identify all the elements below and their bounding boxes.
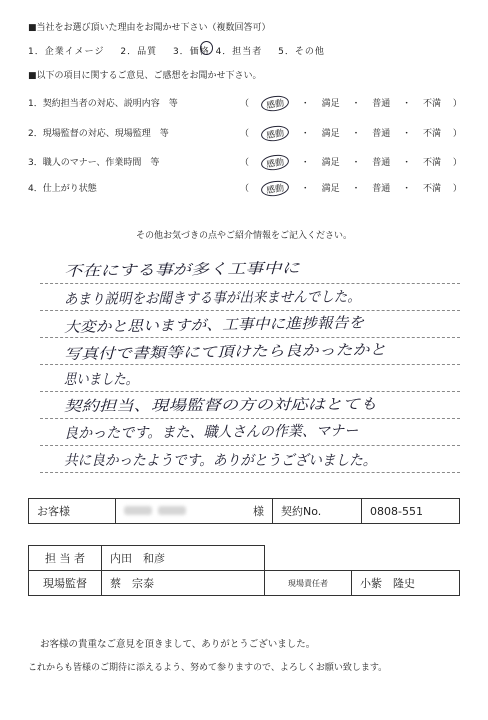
contract-label: 契約No.: [273, 499, 362, 524]
separator: ・: [402, 158, 412, 168]
q1-option-4[interactable]: 4．担当者: [215, 47, 263, 57]
kantoku-label: 現場監督: [29, 571, 102, 596]
tantou-label: 担 当 者: [29, 546, 102, 571]
rating-option-kandou[interactable]: 感動: [260, 153, 290, 172]
handwritten-line-5: 思いました。: [64, 372, 138, 388]
ruled-line: [40, 283, 460, 284]
ruled-line: [40, 391, 460, 392]
q2-item-1-label: 1．契約担当者の対応、説明内容 等: [28, 99, 178, 109]
ruled-line: [40, 310, 460, 311]
handwritten-line-1: 不在にする事が多く工事中に: [63, 260, 300, 280]
ruled-line: [40, 418, 460, 419]
rating-option-futsuu[interactable]: 普通: [372, 184, 391, 194]
redacted-name: [158, 506, 186, 515]
paren-open: （: [240, 99, 250, 109]
separator: ・: [300, 99, 310, 109]
paren-close: ）: [452, 158, 462, 168]
separator: ・: [300, 158, 310, 168]
handwritten-line-4: 写真付で書類等にて頂けたら良かったかと: [63, 342, 387, 363]
rating-option-futsuu[interactable]: 普通: [372, 129, 391, 139]
q2-item-3-label: 3．職人のマナー、作業時間 等: [28, 158, 160, 168]
comment-prompt: その他お気づきの点やご紹介情報をご記入ください。: [135, 231, 352, 241]
paren-close: ）: [452, 129, 462, 139]
sekinin-label: 現場責任者: [265, 571, 352, 596]
staff-table: [28, 545, 460, 596]
footer-closing: これからも皆様のご期待に添えるよう、努めて参りますので、よろしくお願い致します。: [28, 663, 388, 673]
separator: ・: [351, 129, 361, 139]
separator: ・: [402, 184, 412, 194]
tantou-name: 内田 和彦: [102, 546, 265, 571]
separator: ・: [402, 99, 412, 109]
q1-selection-circle: [200, 41, 213, 55]
q1-options: [28, 44, 325, 57]
ruled-line: [40, 445, 460, 446]
separator: ・: [300, 184, 310, 194]
rating-option-fuman[interactable]: 不満: [423, 184, 442, 194]
kantoku-name: 蔡 宗泰: [102, 571, 265, 596]
rating-option-kandou[interactable]: 感動: [260, 94, 290, 113]
q2-item-2-rating[interactable]: [240, 126, 462, 141]
q2-item-4-label: 4．仕上がり状態: [28, 184, 97, 194]
ruled-line: [40, 364, 460, 365]
q1-option-1[interactable]: 1．企業イメージ: [28, 47, 105, 57]
handwritten-line-2: あまり説明をお聞きする事が出来ませんでした。: [63, 289, 361, 308]
paren-close: ）: [452, 99, 462, 109]
handwritten-line-3: 大変かと思いますが、工事中に進捗報告を: [63, 315, 365, 336]
separator: ・: [351, 99, 361, 109]
separator: ・: [300, 129, 310, 139]
rating-option-fuman[interactable]: 不満: [423, 99, 442, 109]
ruled-line: [40, 472, 460, 473]
rating-option-manzoku[interactable]: 満足: [321, 158, 340, 168]
separator: ・: [351, 158, 361, 168]
paren-open: （: [240, 158, 250, 168]
q2-item-1-rating[interactable]: [240, 96, 462, 111]
q1-header: ■当社をお選び頂いた理由をお聞かせ下さい（複数回答可）: [28, 23, 271, 33]
footer-thanks: お客様の貴重なご意見を頂きまして、ありがとうございました。: [40, 639, 316, 650]
paren-close: ）: [452, 184, 462, 194]
q2-item-2-label: 2．現場監督の対応、現場監理 等: [28, 129, 169, 139]
rating-option-futsuu[interactable]: 普通: [372, 158, 391, 168]
separator: ・: [351, 184, 361, 194]
rating-option-kandou[interactable]: 感動: [260, 124, 290, 143]
q2-item-4-rating[interactable]: [240, 181, 462, 196]
separator: ・: [402, 129, 412, 139]
contract-number: 0808-551: [362, 499, 460, 524]
empty-cell: [265, 546, 460, 571]
rating-option-fuman[interactable]: 不満: [423, 129, 442, 139]
sekinin-name: 小紫 隆史: [352, 571, 460, 596]
q1-option-5[interactable]: 5．その他: [278, 47, 325, 57]
q1-option-2[interactable]: 2．品質: [120, 47, 158, 57]
paren-open: （: [240, 129, 250, 139]
customer-name-cell: [116, 499, 273, 524]
rating-option-manzoku[interactable]: 満足: [321, 184, 340, 194]
rating-option-kandou[interactable]: 感動: [260, 179, 290, 198]
customer-table: [28, 498, 460, 524]
q1-option-3[interactable]: 3．価格: [172, 47, 210, 57]
customer-label: お客様: [29, 499, 116, 524]
paren-open: （: [240, 184, 250, 194]
rating-option-futsuu[interactable]: 普通: [372, 99, 391, 109]
rating-option-manzoku[interactable]: 満足: [321, 129, 340, 139]
handwritten-line-6: 契約担当、現場監督の方の対応はとても: [63, 396, 378, 415]
ruled-line: [40, 337, 460, 338]
handwritten-line-8: 共に良かったようです。ありがとうございました。: [64, 453, 377, 469]
customer-honorific: 様: [253, 505, 264, 518]
q2-item-3-rating[interactable]: [240, 155, 462, 170]
rating-option-fuman[interactable]: 不満: [423, 158, 442, 168]
handwritten-line-7: 良かったです。また、職人さんの作業、マナー: [63, 423, 359, 442]
redacted-name: [124, 506, 152, 515]
q2-header: ■以下の項目に関するご意見、ご感想をお聞かせ下さい。: [28, 71, 262, 81]
rating-option-manzoku[interactable]: 満足: [321, 99, 340, 109]
